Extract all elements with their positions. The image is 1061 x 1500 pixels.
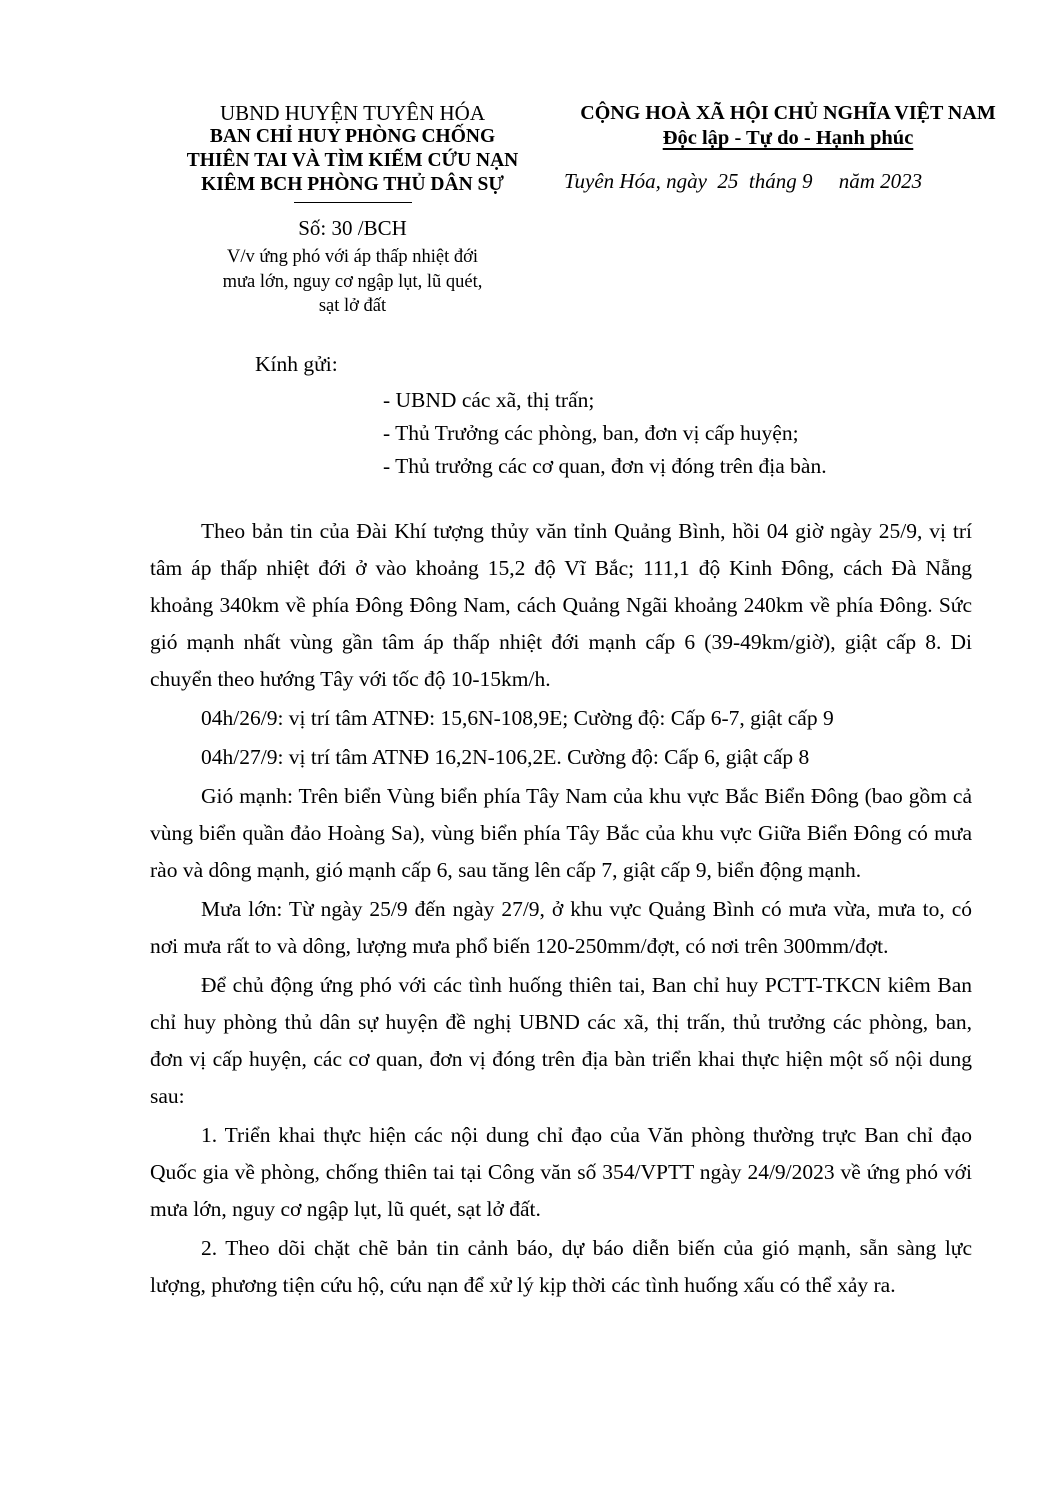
agency-name: UBND HUYỆN TUYÊN HÓA	[219, 101, 485, 125]
body-paragraph: Mưa lớn: Từ ngày 25/9 đến ngày 27/9, ở khu vực Quảng Bình có mưa vừa, mưa to, có nơi mưa rất to và dông, lượng mưa phổ biến 120-250mm/đợt, có nơi trên 300mm/đợt.	[150, 897, 972, 958]
recipient-item: - UBND các xã, thị trấn;	[383, 388, 595, 412]
committee-line-1: BAN CHỈ HUY PHÒNG CHỐNG	[209, 126, 496, 147]
document-number: Số: 30 /BCH	[298, 216, 407, 240]
committee-line-3: KIÊM BCH PHÒNG THỦ DÂN SỰ	[201, 174, 504, 195]
subject-line-2: mưa lớn, nguy cơ ngập lụt, lũ quét,	[222, 271, 483, 292]
national-motto: Độc lập - Tự do - Hạnh phúc	[662, 127, 914, 149]
issuing-agency-block	[130, 101, 575, 319]
committee-line-2: THIÊN TAI VÀ TÌM KIẾM CỨU NẠN	[186, 150, 519, 171]
place-date: Tuyên Hóa, ngày 25 tháng 9 năm 2023	[564, 169, 923, 193]
document-subject	[130, 245, 575, 319]
body-paragraph: Để chủ động ứng phó với các tình huống thiên tai, Ban chỉ huy PCTT-TKCN kiêm Ban chỉ huy phòng thủ dân sự huyện đề nghị UBND các xã, thị trấn, thủ trưởng các phòng, ban, đơn vị cấp huyện, các cơ quan, đơn vị đóng trên địa bàn triển khai thực hiện một số nội dung sau:	[150, 973, 972, 1108]
subject-line-1: V/v ứng phó với áp thấp nhiệt đới	[226, 247, 479, 267]
body-paragraph: 04h/27/9: vị trí tâm ATNĐ 16,2N-106,2E. Cường độ: Cấp 6, giật cấp 8	[201, 745, 810, 769]
subject-line-3: sạt lở đất	[318, 296, 387, 316]
national-header-block	[528, 101, 1048, 194]
recipient-item: - Thủ Trưởng các phòng, ban, đơn vị cấp huyện;	[383, 421, 799, 445]
agency-underline	[294, 202, 412, 203]
body-paragraph: 04h/26/9: vị trí tâm ATNĐ: 15,6N-108,9E; Cường độ: Cấp 6-7, giật cấp 9	[201, 706, 834, 730]
nation-title: CỘNG HOÀ XÃ HỘI CHỦ NGHĨA VIỆT NAM	[580, 102, 996, 124]
salutation: Kính gửi:	[255, 352, 338, 376]
body-paragraph: Theo bản tin của Đài Khí tượng thủy văn tỉnh Quảng Bình, hồi 04 giờ ngày 25/9, vị trí tâm áp thấp nhiệt đới ở vào khoảng 15,2 độ Vĩ Bắc; 111,1 độ Kinh Đông, cách Đà Nẵng khoảng 340km về phía Đông Đông Nam, cách Quảng Ngãi khoảng 240km về phía Đông. Sức gió mạnh nhất vùng gần tâm áp thấp nhiệt đới mạnh cấp 6 (39-49km/giờ), giật cấp 8. Di chuyển theo hướng Tây với tốc độ 10-15km/h.	[150, 519, 972, 691]
document-body	[150, 513, 972, 1304]
body-paragraph: Gió mạnh: Trên biển Vùng biển phía Tây Nam của khu vực Bắc Biển Đông (bao gồm cả vùng biển quần đảo Hoàng Sa), vùng biển phía Tây Bắc của khu vực Giữa Biển Đông có mưa rào và dông mạnh, gió mạnh cấp 6, sau tăng lên cấp 7, giật cấp 9, biển động mạnh.	[150, 784, 972, 882]
body-paragraph: 1. Triển khai thực hiện các nội dung chỉ đạo của Văn phòng thường trực Ban chỉ đạo Quốc gia về phòng, chống thiên tai tại Công văn số 354/VPTT ngày 24/9/2023 về ứng phó với mưa lớn, nguy cơ ngập lụt, lũ quét, sạt lở đất.	[150, 1123, 972, 1221]
body-paragraph: 2. Theo dõi chặt chẽ bản tin cảnh báo, dự báo diễn biến của gió mạnh, sẵn sàng lực lượng, phương tiện cứu hộ, cứu nạn để xử lý kịp thời các tình huống xấu có thể xảy ra.	[150, 1236, 972, 1297]
recipient-item: - Thủ trưởng các cơ quan, đơn vị đóng trên địa bàn.	[383, 454, 827, 478]
recipient-list	[383, 384, 827, 483]
